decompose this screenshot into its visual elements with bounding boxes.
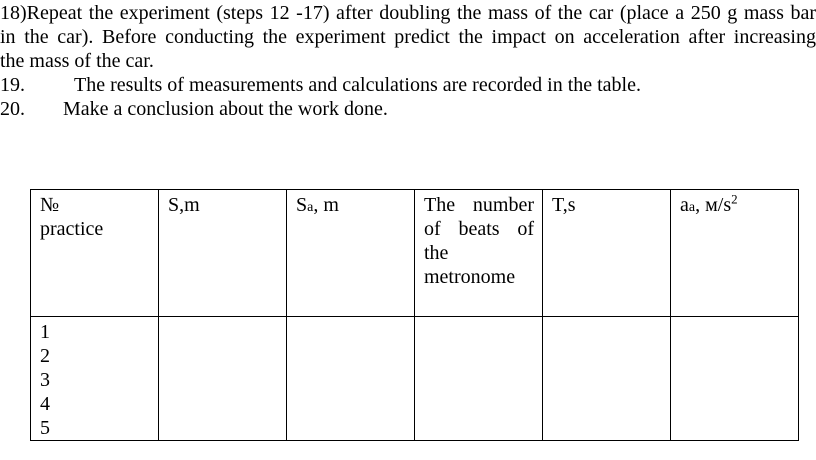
number-sign: № (40, 194, 60, 216)
header-t (543, 190, 671, 317)
header-practice-label: practice (40, 218, 104, 240)
item-number: 20. (0, 98, 25, 120)
beats-line-3: the (424, 242, 449, 264)
sa-symbol: S (296, 194, 308, 216)
item-text: The results of measurements and calculations are recorded in the table. (74, 74, 641, 96)
empty-cell (671, 317, 799, 441)
header-beats (415, 190, 543, 317)
header-practice (31, 190, 159, 317)
beats-line-4: metronome (424, 266, 516, 288)
row-number: 1 (40, 321, 50, 343)
header-aa (671, 190, 799, 317)
empty-cell (415, 317, 543, 441)
sa-unit: , m (313, 194, 339, 216)
aa-exponent: 2 (731, 191, 738, 207)
row-number: 3 (40, 369, 50, 391)
results-table (30, 189, 799, 441)
empty-cell (287, 317, 415, 441)
empty-cell (159, 317, 287, 441)
table-data-row (31, 317, 799, 441)
row-number: 4 (40, 393, 50, 415)
header-s (159, 190, 287, 317)
aa-subscript: a (688, 200, 696, 215)
paragraph-line-2: in the car). Before conducting the experiment predict the impact on acceleration after increasing (0, 26, 816, 48)
item-text: Make a conclusion about the work done. (63, 98, 388, 120)
paragraph-line-3: the mass of the car. (0, 50, 154, 72)
sa-subscript: a (307, 200, 314, 215)
paragraph-line-1: 18)Repeat the experiment (steps 12 -17) after doubling the mass of the car (place a 250 g mass bar (0, 2, 816, 24)
aa-symbol: a (680, 194, 689, 216)
beats-line-1: The number (424, 194, 534, 216)
header-s-label: S,m (168, 194, 200, 216)
beats-line-2: of beats of (424, 218, 534, 240)
instruction-paragraph (0, 1, 816, 73)
table-header-row (31, 190, 799, 317)
item-number: 19. (0, 74, 25, 96)
row-numbers-cell (31, 317, 159, 441)
header-t-label: T,s (552, 194, 576, 216)
aa-unit: , м/s (695, 194, 732, 216)
row-number: 5 (40, 417, 50, 439)
empty-cell (543, 317, 671, 441)
row-number: 2 (40, 345, 50, 367)
header-sa (287, 190, 415, 317)
